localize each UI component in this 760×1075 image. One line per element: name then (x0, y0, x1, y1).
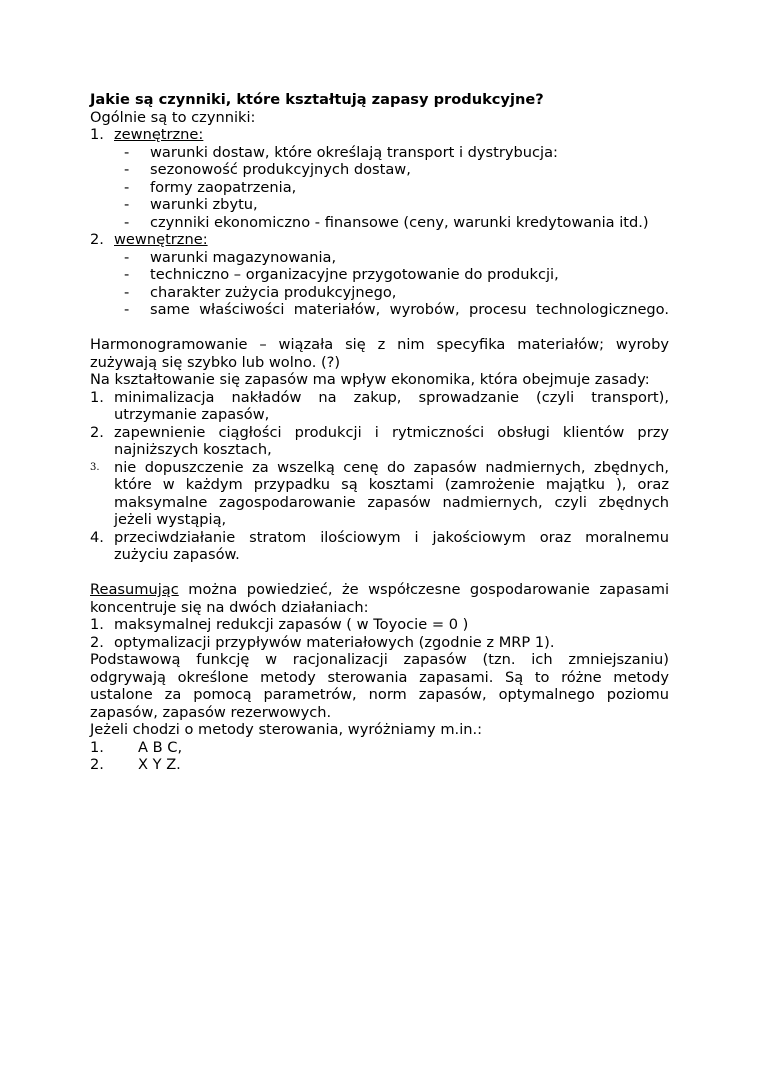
document-heading: Jakie są czynniki, które kształtują zapasy produkcyjne? (90, 91, 544, 108)
list-item: - techniczno – organizacyjne przygotowanie do produkcji, (124, 266, 559, 283)
methods-intro: Jeżeli chodzi o metody sterowania, wyróżniamy m.in.: (90, 721, 483, 738)
list-item: - sezonowość produkcyjnych dostaw, (124, 161, 411, 178)
list-item: - czynniki ekonomiczno - finansowe (ceny, warunki kredytowania itd.) (124, 213, 649, 231)
bullet-dash: - (124, 143, 130, 161)
list-number: 3. (90, 461, 100, 473)
economics-paragraph: Na kształtowanie się zapasów ma wpływ ekonomika, która obejmuje zasady: (90, 371, 650, 388)
list-number: 2. (90, 633, 104, 651)
summary-paragraph (90, 581, 669, 616)
blank-line (90, 319, 669, 337)
list-item: 2. optymalizacji przypływów materiałowych (zgodnie z MRP 1). (90, 633, 555, 651)
summary-rest: można powiedzieć, że współczesne gospodarowanie zapasami koncentruje się na dwóch działaniach: (90, 581, 669, 616)
internal-factors-header (90, 231, 669, 249)
bullet-dash: - (124, 248, 130, 266)
blank-line (90, 564, 669, 582)
list-item: - charakter zużycia produkcyjnego, (124, 283, 397, 301)
list-item: - same właściwości materiałów, wyrobów, procesu technologicznego. (124, 301, 669, 318)
list-number: 2. (90, 756, 104, 773)
list-item: 1. maksymalnej redukcji zapasów ( w Toyocie = 0 ) (90, 616, 469, 633)
list-item: - warunki magazynowania, (124, 248, 337, 266)
list-item: - warunki zbytu, (124, 196, 258, 213)
list-number: 1. (90, 126, 104, 143)
list-number: 4. (90, 528, 104, 546)
external-factors-header (90, 126, 669, 144)
bullet-dash: - (124, 301, 130, 318)
bullet-dash: - (124, 196, 130, 213)
control-paragraph: Podstawową funkcję w racjonalizacji zapasów (tzn. ich zmniejszaniu) odgrywają określone metody sterowania zapasami. Są to różne metody ustalone za pomocą parametrów, norm zapasów, optymalnego poziomu zapasów, zapasów rezerwowych. (90, 651, 669, 721)
list-item: 2. X Y Z. (90, 756, 181, 773)
methods-list (90, 739, 669, 774)
bullet-dash: - (124, 178, 130, 196)
bullet-dash: - (124, 283, 130, 301)
list-number: 2. (90, 423, 104, 441)
list-number: 1. (90, 738, 104, 756)
internal-factors-list (124, 249, 669, 319)
list-number: 1. (90, 388, 104, 406)
list-number: 1. (90, 616, 104, 633)
list-item: 1. minimalizacja nakładów na zakup, sprowadzanie (czyli transport), utrzymanie zapasów, (90, 388, 669, 423)
principles-list (90, 389, 669, 564)
list-number: 2. (90, 231, 104, 248)
bullet-dash: - (124, 161, 130, 178)
external-factors-label: zewnętrzne: (114, 126, 204, 143)
intro-line: Ogólnie są to czynniki: (90, 108, 256, 126)
harmonogram-paragraph: Harmonogramowanie – wiązała się z nim specyfika materiałów; wyroby zużywają się szybko lub wolno. (?) (90, 336, 669, 371)
actions-list (90, 616, 669, 651)
list-item: 3. nie dopuszczenie za wszelką cenę do zapasów nadmiernych, zbędnych, które w każdym przypadku są kosztami (zamrożenie majątku ), oraz maksymalne zagospodarowanie zapasów nadmiernych, czyli zbędnych jeżeli wystąpią, (90, 458, 669, 528)
summary-lead: Reasumując (90, 581, 179, 598)
list-item: 4. przeciwdziałanie stratom ilościowym i jakościowym oraz moralnemu zużyciu zapasów. (90, 528, 669, 563)
list-item: - formy zaopatrzenia, (124, 178, 297, 196)
document-body (90, 91, 669, 774)
list-item: 2. zapewnienie ciągłości produkcji i rytmiczności obsługi klientów przy najniższych kosztach, (90, 423, 669, 458)
list-item: 1. A B C, (90, 738, 183, 756)
list-item: - warunki dostaw, które określają transport i dystrybucja: (124, 143, 558, 161)
bullet-dash: - (124, 266, 130, 283)
bullet-dash: - (124, 213, 130, 231)
internal-factors-label: wewnętrzne: (114, 231, 208, 248)
external-factors-list (124, 144, 669, 232)
